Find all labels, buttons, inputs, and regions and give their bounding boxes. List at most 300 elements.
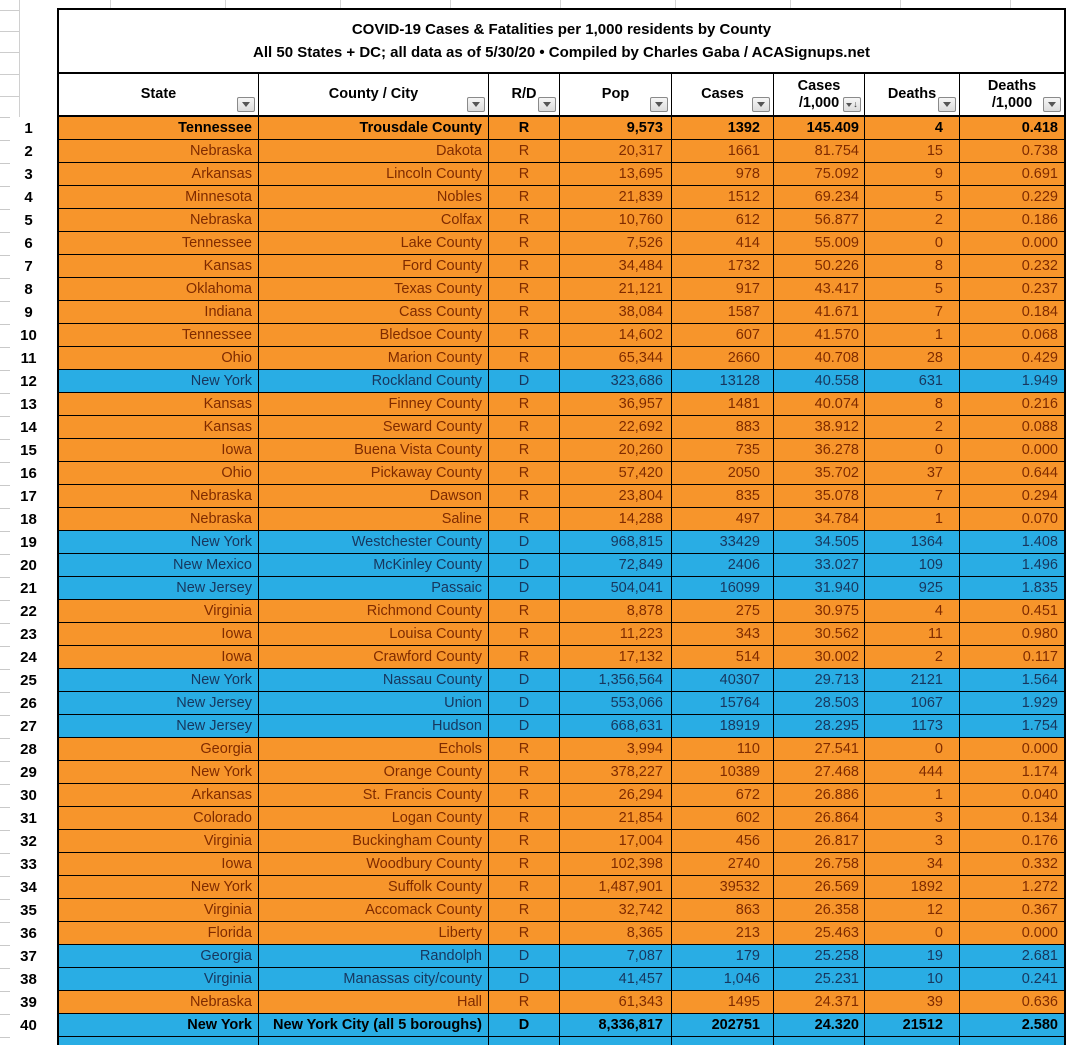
cell-county[interactable]: Nobles [259, 186, 489, 208]
cell-state[interactable]: Georgia [59, 945, 259, 967]
cell-deaths[interactable]: 1173 [865, 715, 960, 737]
cell-pop[interactable]: 10,760 [560, 209, 672, 231]
partial-cell-rd[interactable] [489, 1037, 560, 1045]
cell-deaths[interactable]: 34 [865, 853, 960, 875]
row-number[interactable]: 8 [24, 281, 33, 298]
filter-button-cases[interactable] [752, 97, 770, 112]
row-number[interactable]: 11 [20, 350, 37, 367]
cell-deaths_per_1000[interactable]: 1.408 [960, 531, 1064, 553]
cell-rd[interactable]: D [489, 531, 560, 553]
cell-rd[interactable]: R [489, 163, 560, 185]
cell-pop[interactable]: 72,849 [560, 554, 672, 576]
cell-deaths_per_1000[interactable]: 0.134 [960, 807, 1064, 829]
cell-cases_per_1000[interactable]: 69.234 [774, 186, 865, 208]
cell-state[interactable]: New Mexico [59, 554, 259, 576]
cell-cases_per_1000[interactable]: 33.027 [774, 554, 865, 576]
cell-cases_per_1000[interactable]: 40.074 [774, 393, 865, 415]
cell-state[interactable]: Iowa [59, 439, 259, 461]
cell-pop[interactable]: 38,084 [560, 301, 672, 323]
cell-county[interactable]: Echols [259, 738, 489, 760]
cell-cases_per_1000[interactable]: 34.505 [774, 531, 865, 553]
cell-state[interactable]: Arkansas [59, 163, 259, 185]
cell-cases_per_1000[interactable]: 24.320 [774, 1014, 865, 1036]
cell-deaths_per_1000[interactable]: 0.216 [960, 393, 1064, 415]
row-number[interactable]: 35 [20, 902, 37, 919]
cell-county[interactable]: Marion County [259, 347, 489, 369]
cell-deaths[interactable]: 0 [865, 232, 960, 254]
cell-cases[interactable]: 1512 [672, 186, 774, 208]
cell-state[interactable]: Nebraska [59, 508, 259, 530]
row-number[interactable]: 25 [20, 672, 37, 689]
row-number[interactable]: 23 [20, 626, 37, 643]
cell-state[interactable]: Kansas [59, 255, 259, 277]
cell-cases[interactable]: 202751 [672, 1014, 774, 1036]
cell-deaths[interactable]: 1 [865, 784, 960, 806]
cell-cases_per_1000[interactable]: 24.371 [774, 991, 865, 1013]
row-number[interactable]: 27 [20, 718, 37, 735]
cell-pop[interactable]: 7,087 [560, 945, 672, 967]
cell-county[interactable]: Hudson [259, 715, 489, 737]
cell-rd[interactable]: D [489, 945, 560, 967]
cell-cases_per_1000[interactable]: 26.569 [774, 876, 865, 898]
partial-cell-state[interactable] [59, 1037, 259, 1045]
cell-deaths_per_1000[interactable]: 0.429 [960, 347, 1064, 369]
cell-cases_per_1000[interactable]: 27.468 [774, 761, 865, 783]
cell-deaths[interactable]: 7 [865, 485, 960, 507]
cell-deaths_per_1000[interactable]: 0.186 [960, 209, 1064, 231]
cell-cases[interactable]: 497 [672, 508, 774, 530]
cell-rd[interactable]: D [489, 1014, 560, 1036]
cell-pop[interactable]: 20,317 [560, 140, 672, 162]
row-number[interactable]: 21 [20, 580, 37, 597]
cell-state[interactable]: Florida [59, 922, 259, 944]
cell-county[interactable]: Trousdale County [259, 117, 489, 139]
filter-button-cases_per_1000[interactable] [843, 97, 861, 112]
cell-deaths_per_1000[interactable]: 0.294 [960, 485, 1064, 507]
cell-state[interactable]: Tennessee [59, 324, 259, 346]
cell-county[interactable]: Randolph [259, 945, 489, 967]
cell-rd[interactable]: R [489, 646, 560, 668]
cell-county[interactable]: Liberty [259, 922, 489, 944]
cell-deaths[interactable]: 15 [865, 140, 960, 162]
cell-pop[interactable]: 23,804 [560, 485, 672, 507]
cell-state[interactable]: Nebraska [59, 485, 259, 507]
cell-deaths[interactable]: 4 [865, 600, 960, 622]
cell-cases[interactable]: 607 [672, 324, 774, 346]
cell-deaths_per_1000[interactable]: 0.000 [960, 738, 1064, 760]
cell-pop[interactable]: 504,041 [560, 577, 672, 599]
cell-rd[interactable]: R [489, 485, 560, 507]
cell-pop[interactable]: 968,815 [560, 531, 672, 553]
cell-state[interactable]: New Jersey [59, 577, 259, 599]
cell-county[interactable]: Manassas city/county [259, 968, 489, 990]
cell-pop[interactable]: 668,631 [560, 715, 672, 737]
cell-deaths[interactable]: 109 [865, 554, 960, 576]
cell-cases[interactable]: 2740 [672, 853, 774, 875]
cell-deaths[interactable]: 2 [865, 646, 960, 668]
row-number[interactable]: 10 [20, 327, 37, 344]
cell-cases[interactable]: 414 [672, 232, 774, 254]
cell-deaths[interactable]: 1364 [865, 531, 960, 553]
cell-cases[interactable]: 672 [672, 784, 774, 806]
cell-rd[interactable]: D [489, 715, 560, 737]
partial-cell-pop[interactable] [560, 1037, 672, 1045]
cell-state[interactable]: Georgia [59, 738, 259, 760]
cell-county[interactable]: Seward County [259, 416, 489, 438]
row-number[interactable]: 28 [20, 741, 37, 758]
cell-county[interactable]: McKinley County [259, 554, 489, 576]
cell-state[interactable]: New York [59, 370, 259, 392]
cell-cases_per_1000[interactable]: 36.278 [774, 439, 865, 461]
cell-state[interactable]: Iowa [59, 646, 259, 668]
cell-county[interactable]: Union [259, 692, 489, 714]
cell-county[interactable]: Ford County [259, 255, 489, 277]
cell-cases_per_1000[interactable]: 43.417 [774, 278, 865, 300]
cell-pop[interactable]: 378,227 [560, 761, 672, 783]
cell-cases_per_1000[interactable]: 30.562 [774, 623, 865, 645]
row-number[interactable]: 20 [20, 557, 37, 574]
cell-cases_per_1000[interactable]: 35.702 [774, 462, 865, 484]
cell-pop[interactable]: 36,957 [560, 393, 672, 415]
cell-cases_per_1000[interactable]: 38.912 [774, 416, 865, 438]
cell-pop[interactable]: 9,573 [560, 117, 672, 139]
cell-deaths_per_1000[interactable]: 0.000 [960, 232, 1064, 254]
partial-cell-deaths[interactable] [865, 1037, 960, 1045]
cell-rd[interactable]: R [489, 761, 560, 783]
cell-county[interactable]: Texas County [259, 278, 489, 300]
cell-cases[interactable]: 1,046 [672, 968, 774, 990]
cell-pop[interactable]: 65,344 [560, 347, 672, 369]
cell-state[interactable]: New Jersey [59, 692, 259, 714]
cell-rd[interactable]: R [489, 278, 560, 300]
cell-deaths_per_1000[interactable]: 0.980 [960, 623, 1064, 645]
cell-deaths[interactable]: 1 [865, 324, 960, 346]
cell-cases_per_1000[interactable]: 40.558 [774, 370, 865, 392]
filter-button-state[interactable] [237, 97, 255, 112]
cell-deaths_per_1000[interactable]: 2.681 [960, 945, 1064, 967]
cell-county[interactable]: Suffolk County [259, 876, 489, 898]
cell-pop[interactable]: 21,854 [560, 807, 672, 829]
cell-cases[interactable]: 1392 [672, 117, 774, 139]
cell-cases[interactable]: 13128 [672, 370, 774, 392]
cell-cases[interactable]: 10389 [672, 761, 774, 783]
cell-deaths[interactable]: 0 [865, 922, 960, 944]
cell-cases_per_1000[interactable]: 28.503 [774, 692, 865, 714]
filter-button-pop[interactable] [650, 97, 668, 112]
filter-button-deaths_per_1000[interactable] [1043, 97, 1061, 112]
cell-state[interactable]: Virginia [59, 600, 259, 622]
cell-pop[interactable]: 323,686 [560, 370, 672, 392]
cell-state[interactable]: Indiana [59, 301, 259, 323]
cell-cases_per_1000[interactable]: 27.541 [774, 738, 865, 760]
cell-pop[interactable]: 13,695 [560, 163, 672, 185]
row-number[interactable]: 5 [24, 212, 33, 229]
cell-deaths_per_1000[interactable]: 0.367 [960, 899, 1064, 921]
cell-cases[interactable]: 612 [672, 209, 774, 231]
row-number[interactable]: 3 [24, 166, 33, 183]
cell-cases[interactable]: 1732 [672, 255, 774, 277]
cell-county[interactable]: Woodbury County [259, 853, 489, 875]
cell-pop[interactable]: 553,066 [560, 692, 672, 714]
cell-deaths_per_1000[interactable]: 1.564 [960, 669, 1064, 691]
cell-pop[interactable]: 26,294 [560, 784, 672, 806]
cell-cases_per_1000[interactable]: 28.295 [774, 715, 865, 737]
cell-pop[interactable]: 32,742 [560, 899, 672, 921]
partial-cell-cases[interactable] [672, 1037, 774, 1045]
cell-deaths_per_1000[interactable]: 0.691 [960, 163, 1064, 185]
cell-rd[interactable]: R [489, 462, 560, 484]
title-cell[interactable] [59, 10, 1064, 74]
cell-county[interactable]: Colfax [259, 209, 489, 231]
cell-rd[interactable]: R [489, 853, 560, 875]
cell-county[interactable]: Finney County [259, 393, 489, 415]
cell-deaths[interactable]: 0 [865, 738, 960, 760]
cell-pop[interactable]: 3,994 [560, 738, 672, 760]
cell-deaths_per_1000[interactable]: 1.174 [960, 761, 1064, 783]
cell-state[interactable]: New York [59, 761, 259, 783]
cell-state[interactable]: Tennessee [59, 232, 259, 254]
cell-pop[interactable]: 7,526 [560, 232, 672, 254]
row-number[interactable]: 22 [20, 603, 37, 620]
cell-pop[interactable]: 14,602 [560, 324, 672, 346]
cell-pop[interactable]: 11,223 [560, 623, 672, 645]
cell-county[interactable]: Hall [259, 991, 489, 1013]
cell-cases[interactable]: 917 [672, 278, 774, 300]
cell-county[interactable]: St. Francis County [259, 784, 489, 806]
cell-pop[interactable]: 17,004 [560, 830, 672, 852]
cell-rd[interactable]: R [489, 600, 560, 622]
cell-cases[interactable]: 40307 [672, 669, 774, 691]
cell-pop[interactable]: 102,398 [560, 853, 672, 875]
cell-deaths[interactable]: 3 [865, 830, 960, 852]
cell-deaths_per_1000[interactable]: 0.451 [960, 600, 1064, 622]
cell-pop[interactable]: 14,288 [560, 508, 672, 530]
cell-rd[interactable]: R [489, 117, 560, 139]
cell-cases[interactable]: 883 [672, 416, 774, 438]
cell-cases[interactable]: 213 [672, 922, 774, 944]
cell-cases[interactable]: 179 [672, 945, 774, 967]
cell-county[interactable]: Lake County [259, 232, 489, 254]
cell-state[interactable]: Ohio [59, 347, 259, 369]
row-number[interactable]: 9 [24, 304, 33, 321]
cell-county[interactable]: Cass County [259, 301, 489, 323]
cell-cases_per_1000[interactable]: 25.463 [774, 922, 865, 944]
cell-cases[interactable]: 39532 [672, 876, 774, 898]
row-number[interactable]: 34 [20, 879, 37, 896]
cell-county[interactable]: Richmond County [259, 600, 489, 622]
row-number[interactable]: 7 [24, 258, 33, 275]
row-number[interactable]: 6 [24, 235, 33, 252]
cell-deaths_per_1000[interactable]: 0.332 [960, 853, 1064, 875]
cell-deaths[interactable]: 2 [865, 416, 960, 438]
row-number[interactable]: 16 [20, 465, 37, 482]
cell-cases[interactable]: 514 [672, 646, 774, 668]
cell-deaths[interactable]: 37 [865, 462, 960, 484]
cell-deaths_per_1000[interactable]: 1.496 [960, 554, 1064, 576]
cell-state[interactable]: Tennessee [59, 117, 259, 139]
cell-cases[interactable]: 1661 [672, 140, 774, 162]
cell-deaths[interactable]: 9 [865, 163, 960, 185]
cell-cases[interactable]: 2660 [672, 347, 774, 369]
cell-cases_per_1000[interactable]: 40.708 [774, 347, 865, 369]
cell-deaths[interactable]: 39 [865, 991, 960, 1013]
cell-cases[interactable]: 863 [672, 899, 774, 921]
cell-cases_per_1000[interactable]: 35.078 [774, 485, 865, 507]
cell-rd[interactable]: D [489, 370, 560, 392]
row-number[interactable]: 2 [24, 143, 33, 160]
cell-deaths_per_1000[interactable]: 0.184 [960, 301, 1064, 323]
cell-rd[interactable]: R [489, 876, 560, 898]
row-number[interactable]: 1 [24, 120, 33, 137]
cell-rd[interactable]: D [489, 554, 560, 576]
cell-cases_per_1000[interactable]: 29.713 [774, 669, 865, 691]
cell-deaths_per_1000[interactable]: 1.272 [960, 876, 1064, 898]
cell-county[interactable]: Nassau County [259, 669, 489, 691]
cell-cases_per_1000[interactable]: 26.817 [774, 830, 865, 852]
cell-deaths_per_1000[interactable]: 2.580 [960, 1014, 1064, 1036]
cell-cases_per_1000[interactable]: 145.409 [774, 117, 865, 139]
cell-rd[interactable]: R [489, 255, 560, 277]
cell-deaths[interactable]: 2 [865, 209, 960, 231]
cell-deaths[interactable]: 8 [865, 393, 960, 415]
cell-deaths[interactable]: 21512 [865, 1014, 960, 1036]
cell-deaths_per_1000[interactable]: 0.000 [960, 439, 1064, 461]
cell-county[interactable]: Dawson [259, 485, 489, 507]
cell-rd[interactable]: R [489, 784, 560, 806]
cell-pop[interactable]: 41,457 [560, 968, 672, 990]
cell-state[interactable]: Nebraska [59, 991, 259, 1013]
cell-deaths_per_1000[interactable]: 1.949 [960, 370, 1064, 392]
cell-state[interactable]: Arkansas [59, 784, 259, 806]
cell-deaths_per_1000[interactable]: 1.929 [960, 692, 1064, 714]
cell-deaths_per_1000[interactable]: 0.176 [960, 830, 1064, 852]
cell-cases_per_1000[interactable]: 30.975 [774, 600, 865, 622]
cell-rd[interactable]: D [489, 577, 560, 599]
filter-button-deaths[interactable] [938, 97, 956, 112]
cell-deaths_per_1000[interactable]: 0.636 [960, 991, 1064, 1013]
row-number[interactable]: 30 [20, 787, 37, 804]
cell-rd[interactable]: R [489, 324, 560, 346]
cell-cases_per_1000[interactable]: 26.758 [774, 853, 865, 875]
cell-pop[interactable]: 20,260 [560, 439, 672, 461]
row-number[interactable]: 39 [20, 994, 37, 1011]
cell-county[interactable]: Logan County [259, 807, 489, 829]
cell-cases_per_1000[interactable]: 41.671 [774, 301, 865, 323]
cell-deaths_per_1000[interactable]: 1.835 [960, 577, 1064, 599]
filter-button-county[interactable] [467, 97, 485, 112]
cell-state[interactable]: Virginia [59, 830, 259, 852]
cell-rd[interactable]: R [489, 439, 560, 461]
cell-cases_per_1000[interactable]: 30.002 [774, 646, 865, 668]
cell-rd[interactable]: R [489, 347, 560, 369]
cell-cases[interactable]: 15764 [672, 692, 774, 714]
cell-cases_per_1000[interactable]: 25.258 [774, 945, 865, 967]
cell-deaths[interactable]: 4 [865, 117, 960, 139]
cell-cases[interactable]: 275 [672, 600, 774, 622]
cell-deaths[interactable]: 19 [865, 945, 960, 967]
cell-county[interactable]: Buena Vista County [259, 439, 489, 461]
cell-cases[interactable]: 16099 [672, 577, 774, 599]
cell-state[interactable]: Virginia [59, 899, 259, 921]
cell-county[interactable]: New York City (all 5 boroughs) [259, 1014, 489, 1036]
cell-cases_per_1000[interactable]: 75.092 [774, 163, 865, 185]
cell-state[interactable]: Kansas [59, 393, 259, 415]
cell-deaths[interactable]: 5 [865, 186, 960, 208]
cell-cases[interactable]: 33429 [672, 531, 774, 553]
cell-rd[interactable]: D [489, 669, 560, 691]
cell-cases[interactable]: 735 [672, 439, 774, 461]
cell-deaths_per_1000[interactable]: 0.644 [960, 462, 1064, 484]
cell-rd[interactable]: R [489, 830, 560, 852]
cell-deaths_per_1000[interactable]: 0.418 [960, 117, 1064, 139]
cell-deaths[interactable]: 631 [865, 370, 960, 392]
cell-pop[interactable]: 8,878 [560, 600, 672, 622]
cell-rd[interactable]: R [489, 186, 560, 208]
cell-cases_per_1000[interactable]: 25.231 [774, 968, 865, 990]
cell-pop[interactable]: 1,487,901 [560, 876, 672, 898]
cell-rd[interactable]: R [489, 922, 560, 944]
cell-state[interactable]: Nebraska [59, 140, 259, 162]
row-number[interactable]: 29 [20, 764, 37, 781]
cell-deaths_per_1000[interactable]: 0.068 [960, 324, 1064, 346]
cell-state[interactable]: Minnesota [59, 186, 259, 208]
row-number[interactable]: 14 [20, 419, 37, 436]
row-number[interactable]: 37 [20, 948, 37, 965]
cell-county[interactable]: Rockland County [259, 370, 489, 392]
cell-deaths_per_1000[interactable]: 0.237 [960, 278, 1064, 300]
cell-pop[interactable]: 21,121 [560, 278, 672, 300]
cell-cases[interactable]: 835 [672, 485, 774, 507]
partial-cell-deaths_per_1000[interactable] [960, 1037, 1064, 1045]
cell-cases_per_1000[interactable]: 26.864 [774, 807, 865, 829]
cell-deaths[interactable]: 10 [865, 968, 960, 990]
row-number[interactable]: 38 [20, 971, 37, 988]
cell-deaths[interactable]: 1 [865, 508, 960, 530]
cell-deaths[interactable]: 444 [865, 761, 960, 783]
cell-cases_per_1000[interactable]: 26.358 [774, 899, 865, 921]
row-number[interactable]: 33 [20, 856, 37, 873]
cell-state[interactable]: Ohio [59, 462, 259, 484]
cell-deaths[interactable]: 3 [865, 807, 960, 829]
cell-county[interactable]: Accomack County [259, 899, 489, 921]
cell-deaths_per_1000[interactable]: 0.117 [960, 646, 1064, 668]
cell-cases[interactable]: 456 [672, 830, 774, 852]
row-number[interactable]: 19 [20, 534, 37, 551]
cell-pop[interactable]: 8,365 [560, 922, 672, 944]
cell-cases[interactable]: 978 [672, 163, 774, 185]
row-number[interactable]: 15 [20, 442, 37, 459]
cell-cases[interactable]: 2406 [672, 554, 774, 576]
cell-cases_per_1000[interactable]: 26.886 [774, 784, 865, 806]
cell-cases_per_1000[interactable]: 41.570 [774, 324, 865, 346]
cell-cases[interactable]: 18919 [672, 715, 774, 737]
cell-pop[interactable]: 57,420 [560, 462, 672, 484]
cell-cases[interactable]: 110 [672, 738, 774, 760]
cell-deaths[interactable]: 5 [865, 278, 960, 300]
cell-rd[interactable]: R [489, 301, 560, 323]
cell-deaths[interactable]: 1892 [865, 876, 960, 898]
cell-county[interactable]: Pickaway County [259, 462, 489, 484]
row-number[interactable]: 17 [20, 488, 37, 505]
cell-county[interactable]: Westchester County [259, 531, 489, 553]
cell-deaths_per_1000[interactable]: 1.754 [960, 715, 1064, 737]
row-number[interactable]: 32 [20, 833, 37, 850]
cell-deaths[interactable]: 11 [865, 623, 960, 645]
cell-deaths[interactable]: 0 [865, 439, 960, 461]
cell-state[interactable]: Colorado [59, 807, 259, 829]
cell-rd[interactable]: R [489, 899, 560, 921]
cell-state[interactable]: New York [59, 669, 259, 691]
